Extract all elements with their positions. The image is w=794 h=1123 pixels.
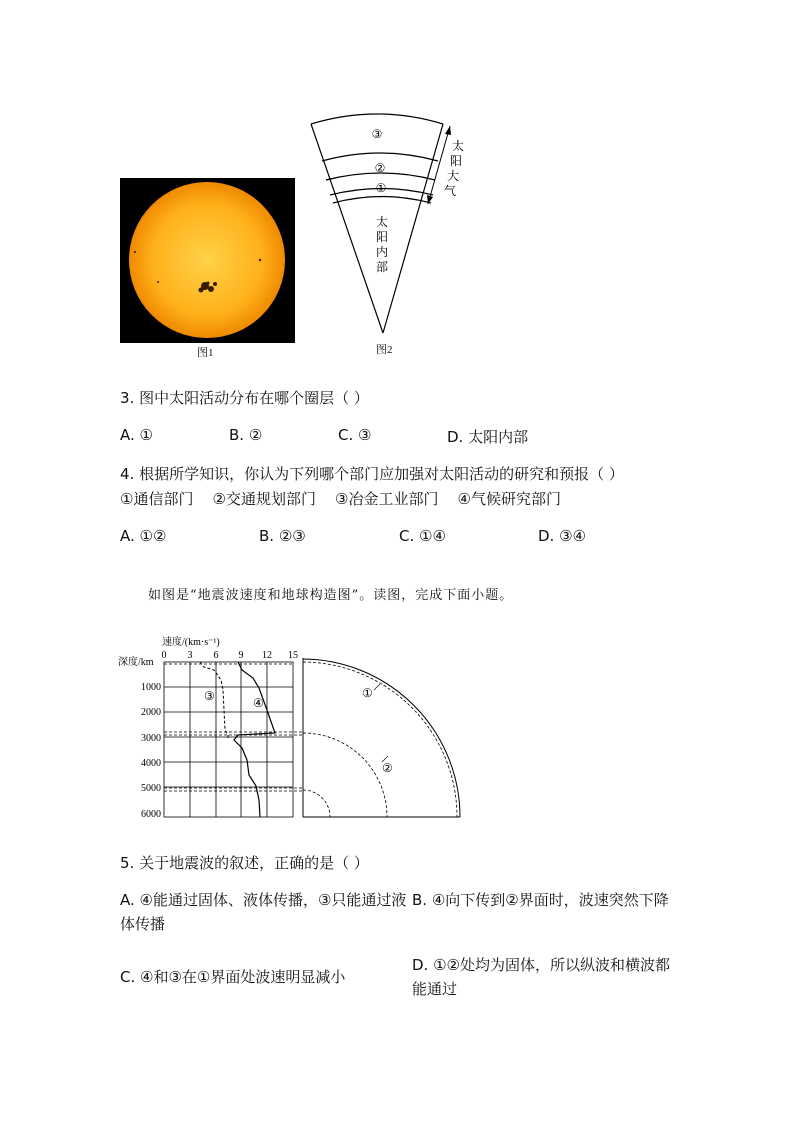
question5-stem: 5. 关于地震波的叙述，正确的是（ ） <box>120 854 369 872</box>
atmosphere-char-2: 阳 <box>450 154 463 168</box>
chart-grid <box>164 662 293 817</box>
question3-option-c[interactable]: C. ③ <box>338 426 372 444</box>
atmosphere-char-1: 太 <box>452 139 465 153</box>
question4-items: ①通信部门 ②交通规划部门 ③冶金工业部门 ④气候研究部门 <box>120 490 562 508</box>
question3-option-b[interactable]: B. ② <box>229 426 263 444</box>
question4-option-b[interactable]: B. ②③ <box>259 527 306 545</box>
atmosphere-char-3: 大 <box>447 169 460 183</box>
question3-option-d[interactable]: D. 太阳内部 <box>447 428 529 446</box>
speed-tick-12: 12 <box>262 650 272 661</box>
interior-char-3: 内 <box>375 245 389 259</box>
question5-option-a[interactable]: A. ④能通过固体、液体传播，③只能通过液体传播 <box>120 891 407 933</box>
depth-tick-1000: 1000 <box>141 682 161 693</box>
curve4-pwave <box>234 662 275 817</box>
depth-tick-3000: 3000 <box>141 733 161 744</box>
interior-char-4: 部 <box>375 260 389 274</box>
question4-option-a[interactable]: A. ①② <box>120 527 167 545</box>
interior-char-1: 太 <box>375 215 389 229</box>
curve3-label: ③ <box>204 689 215 703</box>
depth-tick-4000: 4000 <box>141 758 161 769</box>
sun-image <box>120 178 295 343</box>
section-label-2: ② <box>382 761 393 775</box>
interior-char-2: 阳 <box>375 230 389 244</box>
seismic-wave-chart <box>112 630 472 826</box>
sun-photo <box>120 178 295 343</box>
depth-tick-5000: 5000 <box>141 783 161 794</box>
speed-tick-0: 0 <box>161 650 167 661</box>
speed-axis-label: 速度/(km·s⁻¹) <box>162 637 220 648</box>
figure2-caption: 图2 <box>376 344 393 356</box>
question5-option-c[interactable]: C. ④和③在①界面处波速明显减小 <box>120 968 346 986</box>
speed-tick-3: 3 <box>187 650 193 661</box>
section-intro: 如图是“地震波速度和地球构造图”。读图，完成下面小题。 <box>148 588 514 603</box>
section-label-1: ① <box>362 686 373 700</box>
question4-option-d[interactable]: D. ③④ <box>538 527 586 545</box>
depth-tick-6000: 6000 <box>141 809 161 820</box>
speed-tick-6: 6 <box>213 650 219 661</box>
layer3-label: ③ <box>371 127 383 141</box>
question3-stem: 3. 图中太阳活动分布在哪个圈层（ ） <box>120 389 369 407</box>
speed-tick-9: 9 <box>238 650 244 661</box>
depth-axis-label: 深度/km <box>118 657 154 668</box>
speed-tick-15: 15 <box>288 650 298 661</box>
layer2-label: ② <box>374 161 386 175</box>
curve4-label: ④ <box>253 696 264 710</box>
question5-option-d[interactable]: D. ①②处均为固体，所以纵波和横波都能通过 <box>412 956 670 998</box>
question3-option-a[interactable]: A. ① <box>120 426 153 444</box>
depth-tick-2000: 2000 <box>141 707 161 718</box>
sun-structure-diagram <box>300 108 470 348</box>
question4-option-c[interactable]: C. ①④ <box>399 527 446 545</box>
layer1-label: ① <box>375 181 387 195</box>
question5-option-b[interactable]: B. ④向下传到②界面时，波速突然下降 <box>412 891 669 909</box>
atmosphere-char-4: 气 <box>444 184 457 198</box>
earth-section <box>303 658 460 817</box>
figure1-caption: 图1 <box>197 347 214 359</box>
question4-stem: 4. 根据所学知识，你认为下列哪个部门应加强对太阳活动的研究和预报（ ） <box>120 465 624 483</box>
